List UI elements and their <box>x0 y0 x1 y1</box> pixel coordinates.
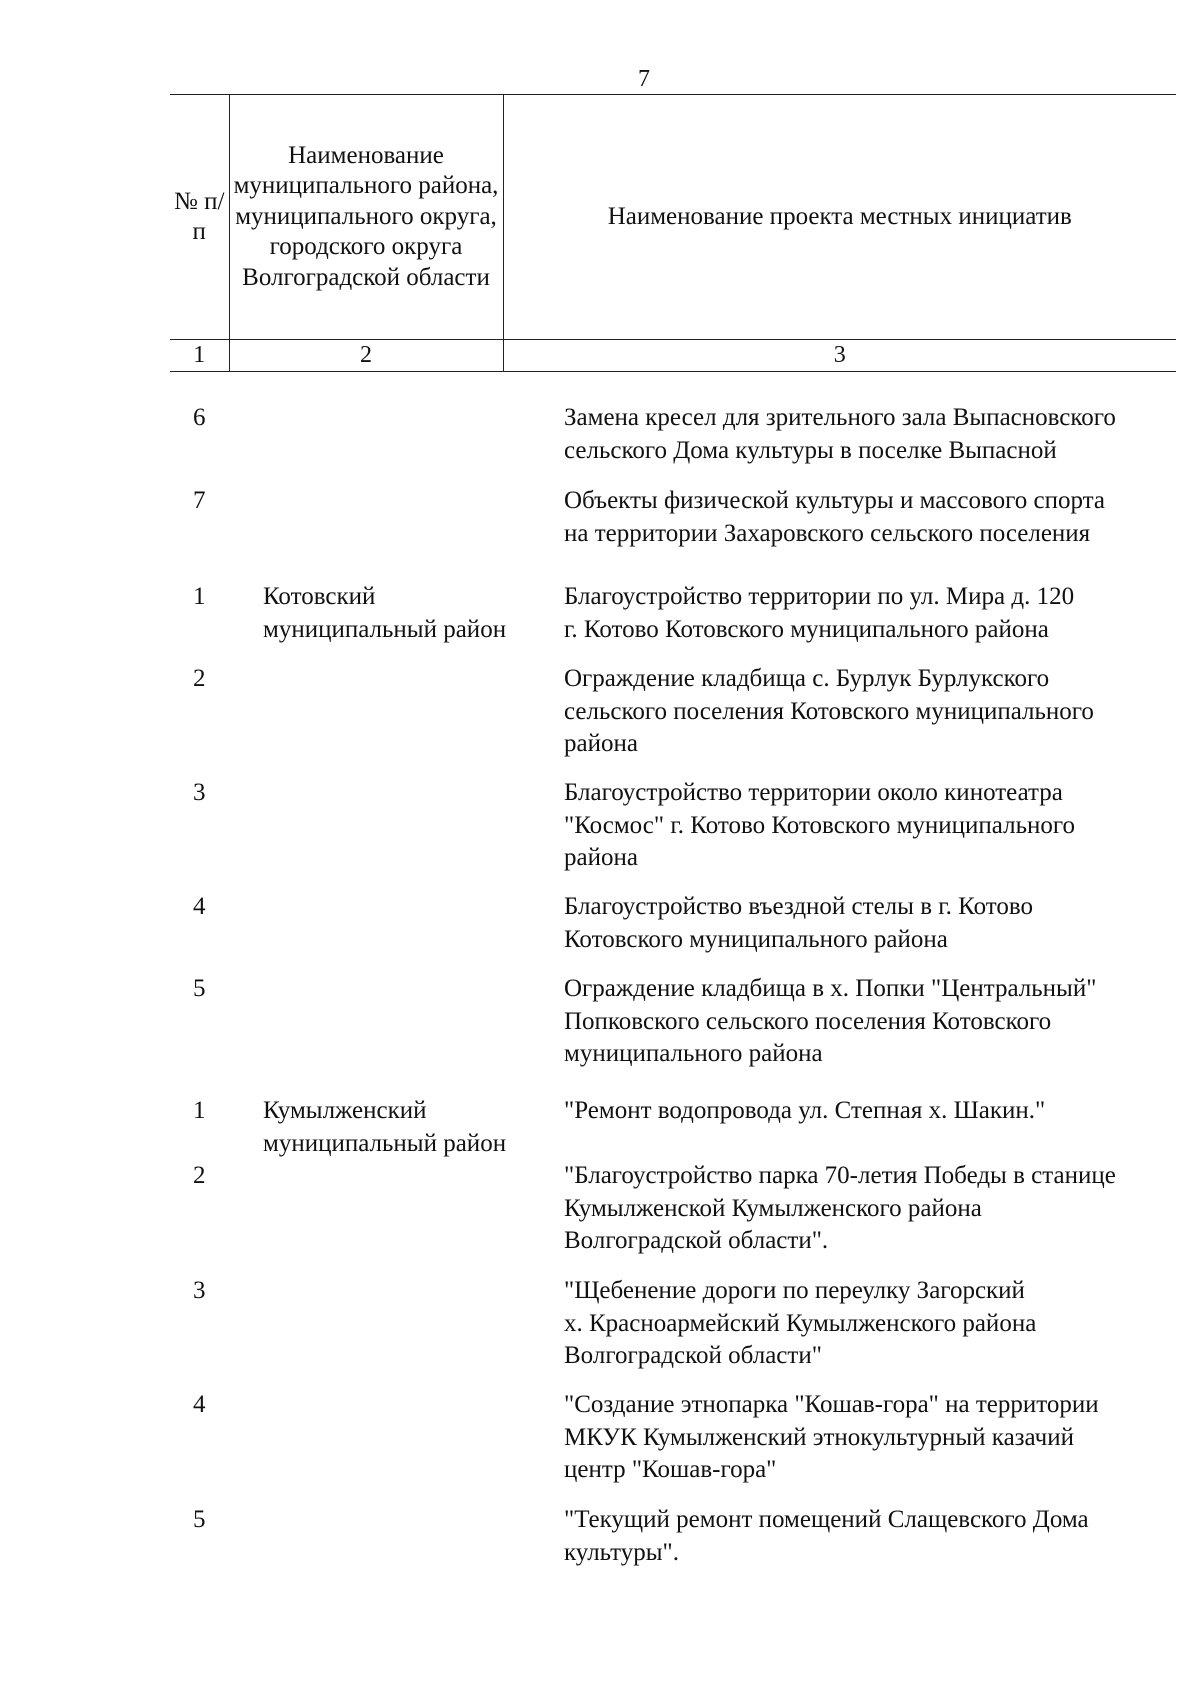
row-project: "Щебенение дороги по переулку Загорский х. Красноармейский Кумылженского района Волгоградской области" <box>564 1277 1037 1369</box>
row-project: Благоустройство территории около кинотеатра "Космос" г. Котово Котовского муниципального района <box>564 779 1075 871</box>
header-col-district: Наименование муниципального района, муниципального округа, городского округа Волгоградской области <box>229 95 503 340</box>
header-num-2: 2 <box>229 340 503 372</box>
row-number: 2 <box>193 1162 206 1189</box>
table-header <box>170 94 1176 372</box>
row-number: 1 <box>193 1097 206 1124</box>
header-num-1: 1 <box>170 340 229 372</box>
row-project: Благоустройство въездной стелы в г. Котово Котовского муниципального района <box>564 893 1034 953</box>
row-project: "Текущий ремонт помещений Слащевского Дома культуры". <box>564 1506 1089 1566</box>
row-number: 3 <box>193 779 206 806</box>
row-project: "Ремонт водопровода ул. Степная х. Шакин." <box>564 1097 1046 1124</box>
header-num-3: 3 <box>503 340 1176 372</box>
row-number: 6 <box>193 404 206 431</box>
row-project: "Благоустройство парка 70-летия Победы в станице Кумылженской Кумылженского района Волгоградской области". <box>564 1162 1116 1254</box>
page-number: 7 <box>638 66 650 92</box>
row-number: 4 <box>193 893 206 920</box>
row-number: 3 <box>193 1277 206 1304</box>
row-district: Кумылженский муниципальный район <box>263 1097 507 1157</box>
row-number: 1 <box>193 583 206 610</box>
row-project: Ограждение кладбища в х. Попки "Центральный" Попковского сельского поселения Котовского муниципального района <box>564 975 1097 1067</box>
row-project: Благоустройство территории по ул. Мира д. 120 г. Котово Котовского муниципального района <box>564 583 1075 643</box>
row-number: 4 <box>193 1391 206 1418</box>
row-number: 5 <box>193 1506 206 1533</box>
row-number: 2 <box>193 665 206 692</box>
row-project: "Создание этнопарка "Кошав-гора" на территории МКУК Кумылженский этнокультурный казачий центр "Кошав-гора" <box>564 1391 1099 1483</box>
row-project: Ограждение кладбища с. Бурлук Бурлукского сельского поселения Котовского муниципального района <box>564 665 1094 757</box>
row-number: 7 <box>193 487 206 514</box>
header-col-number: № п/п <box>170 95 229 340</box>
row-project: Объекты физической культуры и массового спорта на территории Захаровского сельского поселения <box>564 487 1106 547</box>
row-project: Замена кресел для зрительного зала Выпасновского сельского Дома культуры в поселке Выпасной <box>564 404 1116 464</box>
header-col-project: Наименование проекта местных инициатив <box>503 95 1176 340</box>
row-district: Котовский муниципальный район <box>263 583 507 643</box>
row-number: 5 <box>193 975 206 1002</box>
